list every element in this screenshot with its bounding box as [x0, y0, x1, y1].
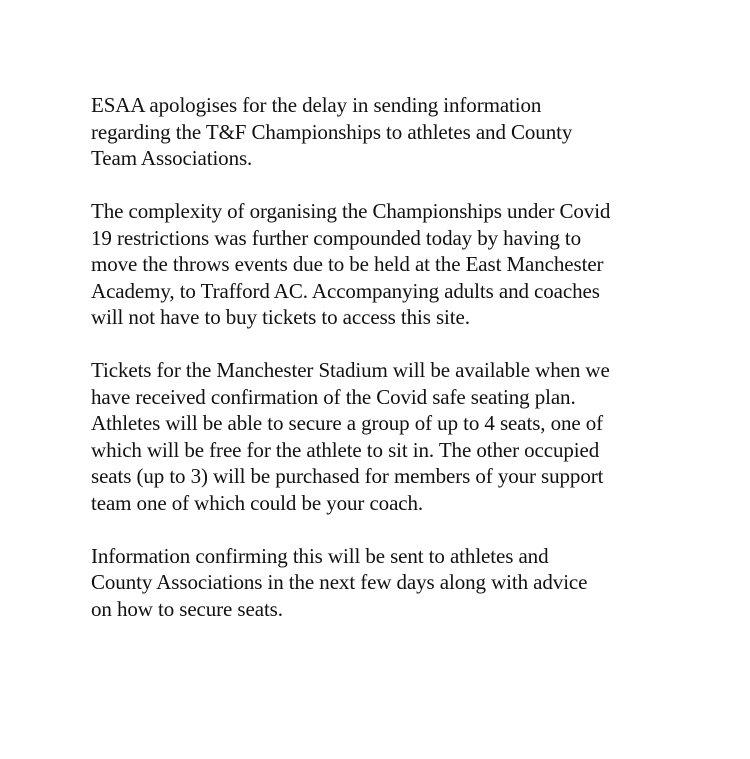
text-line: The complexity of organising the Championships under Covid — [91, 199, 611, 223]
text-line: Athletes will be able to secure a group of up to 4 seats, one of — [91, 411, 604, 435]
paragraph-apology — [91, 92, 691, 172]
text-line: seats (up to 3) will be purchased for members of your support — [91, 464, 604, 488]
text-line: Information confirming this will be sent to athletes and — [91, 543, 549, 568]
text-line: team one of which could be your coach. — [91, 490, 424, 515]
text-line: on how to secure seats. — [91, 596, 283, 621]
text-line: will not have to buy tickets to access this site. — [91, 305, 470, 329]
text-line: move the throws events due to be held at the East Manchester — [91, 252, 604, 276]
text-line: have received confirmation of the Covid safe seating plan. — [91, 384, 576, 409]
paragraph-information — [91, 543, 691, 623]
paragraph-complexity — [91, 198, 691, 331]
document-body — [91, 92, 691, 649]
text-line: 19 restrictions was further compounded today by having to — [91, 225, 582, 250]
text-line: ESAA apologises for the delay in sending information — [91, 93, 542, 117]
text-line: Tickets for the Manchester Stadium will be available when we — [91, 358, 610, 382]
text-line: Academy, to Trafford AC. Accompanying adults and coaches — [91, 278, 600, 303]
text-line: Team Associations. — [91, 146, 253, 170]
text-line: County Associations in the next few days along with advice — [91, 570, 588, 594]
text-line: regarding the T&F Championships to athletes and County — [91, 119, 573, 144]
text-line: which will be free for the athlete to sit in. The other occupied — [91, 437, 600, 462]
paragraph-tickets — [91, 357, 691, 516]
